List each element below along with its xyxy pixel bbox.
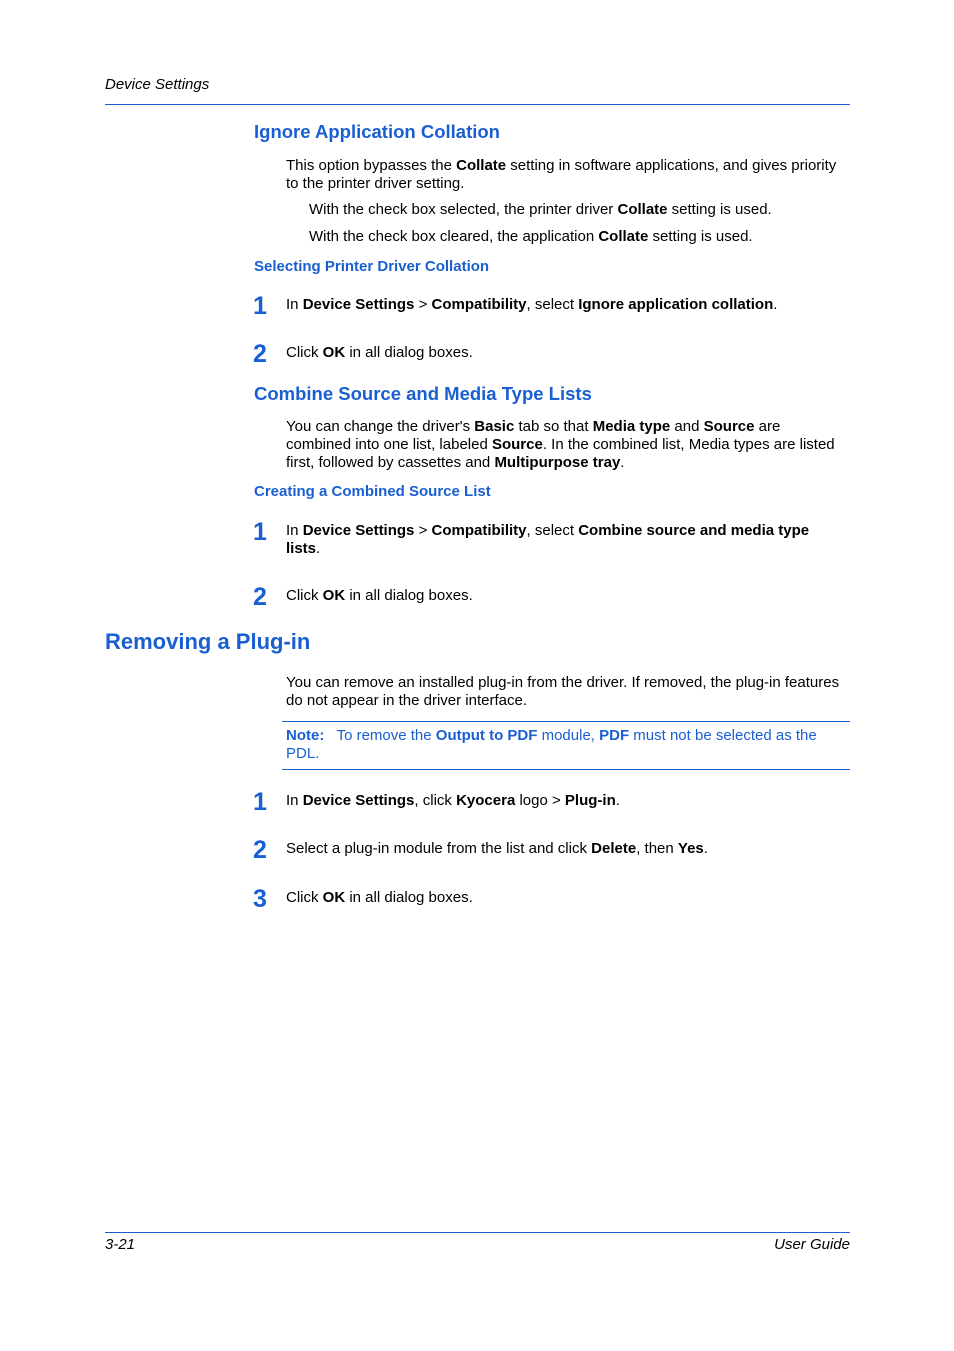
step-number: 1: [253, 292, 267, 320]
text-run: Click: [286, 587, 323, 604]
section-title-ignore-collation: Ignore Application Collation: [254, 121, 500, 142]
text-run: >: [414, 522, 432, 539]
text-run: In: [286, 522, 303, 539]
text-run: To remove the: [336, 727, 436, 744]
text-run: >: [414, 296, 432, 313]
bold-term: Device Settings: [302, 296, 415, 313]
bold-term: Collate: [456, 157, 507, 174]
text-run: in all dialog boxes.: [345, 344, 473, 361]
text-run: must not be selected as the PDL.: [286, 727, 817, 762]
section-title-removing-plugin: Removing a Plug-in: [105, 629, 311, 654]
text-run: are combined into one list, labeled: [286, 418, 781, 453]
step-text: [286, 840, 846, 858]
step-text: [286, 792, 846, 810]
text-run: and: [670, 418, 704, 435]
text-run: , click: [414, 792, 457, 809]
text-run: Select a plug-in module from the list and click: [286, 840, 592, 857]
checked-description: [309, 201, 839, 219]
step-text: [286, 296, 846, 314]
text-run: .: [316, 540, 321, 557]
text-run: .: [615, 792, 620, 809]
bold-term: Device Settings: [302, 522, 415, 539]
text-run: With the check box cleared, the application: [309, 228, 599, 245]
text-run: logo >: [515, 792, 565, 809]
document-title: User Guide: [774, 1236, 850, 1253]
combine-intro-paragraph: [286, 418, 841, 472]
ignore-intro-paragraph: [286, 157, 841, 193]
step-number: 1: [253, 518, 267, 546]
bold-term: Multipurpose tray: [494, 454, 621, 471]
text-run: This option bypasses the: [286, 157, 457, 174]
bold-term: Source: [703, 418, 755, 435]
bold-term: Delete: [591, 840, 637, 857]
note-box: [282, 721, 850, 770]
bold-term: Media type: [592, 418, 671, 435]
cleared-description: [309, 228, 839, 246]
step-number: 3: [253, 885, 267, 913]
bold-term: Compatibility: [431, 522, 527, 539]
section-title-combine-lists: Combine Source and Media Type Lists: [254, 383, 592, 404]
bold-term: Kyocera: [456, 792, 516, 809]
subhead-creating-combined-list: Creating a Combined Source List: [254, 483, 491, 500]
text-run: in all dialog boxes.: [345, 587, 473, 604]
step-number: 1: [253, 788, 267, 816]
note-label: Note:: [286, 727, 325, 744]
bold-term: PDF: [599, 727, 630, 744]
text-run: With the check box selected, the printer driver: [309, 201, 618, 218]
bold-term: Collate: [598, 228, 649, 245]
text-run: .: [773, 296, 778, 313]
bold-term: Basic: [474, 418, 515, 435]
text-run: .: [703, 840, 708, 857]
text-run: Click: [286, 344, 323, 361]
footer-rule: [105, 1232, 850, 1233]
bold-term: OK: [322, 587, 346, 604]
subhead-selecting-collation: Selecting Printer Driver Collation: [254, 258, 490, 275]
step-text: [286, 344, 846, 362]
bold-term: Plug-in: [564, 792, 616, 809]
text-run: In: [286, 792, 303, 809]
text-run: , select: [526, 522, 579, 539]
plugin-intro-paragraph: You can remove an installed plug-in from the driver. If removed, the plug-in features do not appear in the driver interface.: [286, 674, 840, 709]
step-number: 2: [253, 340, 267, 368]
bold-term: Ignore application collation: [578, 296, 774, 313]
bold-term: Collate: [617, 201, 668, 218]
step-number: 2: [253, 836, 267, 864]
step-number: 2: [253, 583, 267, 611]
bold-term: OK: [322, 889, 346, 906]
step-text: [286, 587, 846, 605]
bold-term: Output to PDF: [435, 727, 538, 744]
text-run: setting in software applications, and gives priority to the printer driver setting.: [286, 157, 837, 192]
header-rule: [105, 104, 850, 105]
text-run: module,: [537, 727, 600, 744]
step-text: [286, 889, 846, 907]
text-run: setting is used.: [667, 201, 772, 218]
text-run: tab so that: [514, 418, 593, 435]
running-header: Device Settings: [105, 76, 210, 93]
text-run: You can change the driver's: [286, 418, 475, 435]
bold-term: Yes: [677, 840, 704, 857]
text-run: , then: [636, 840, 678, 857]
text-run: In: [286, 296, 303, 313]
text-run: in all dialog boxes.: [345, 889, 473, 906]
text-run: . In the combined list, Media types are listed first, followed by cassettes and: [286, 436, 835, 471]
page-number: 3-21: [105, 1236, 136, 1253]
bold-term: Device Settings: [302, 792, 415, 809]
step-text: [286, 522, 846, 558]
note-text: [286, 727, 841, 763]
text-run: , select: [526, 296, 579, 313]
bold-term: Compatibility: [431, 296, 527, 313]
text-run: Click: [286, 889, 323, 906]
bold-term: Source: [491, 436, 543, 453]
text-run: setting is used.: [648, 228, 753, 245]
bold-term: Combine source and media type lists: [286, 522, 810, 557]
bold-term: OK: [322, 344, 346, 361]
text-run: .: [620, 454, 625, 471]
